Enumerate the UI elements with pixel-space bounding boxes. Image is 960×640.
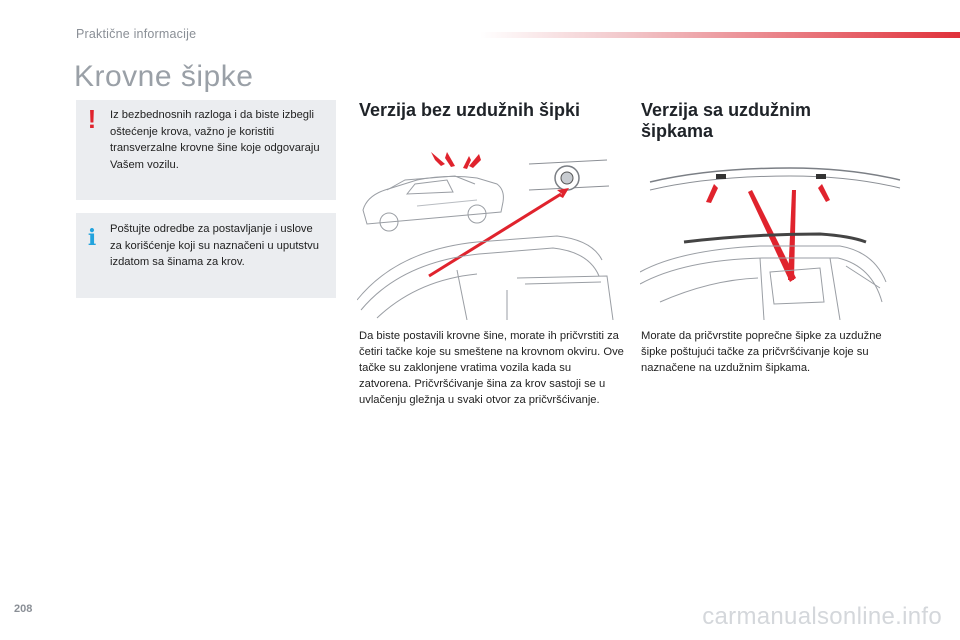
car-roof-fixing-points-illustration bbox=[357, 150, 619, 320]
heading-with-rails: Verzija sa uzdužnim šipkama bbox=[641, 100, 812, 141]
heading-without-rails: Verzija bez uzdužnih šipki bbox=[359, 100, 581, 120]
info-box bbox=[76, 213, 336, 298]
page-number: 208 bbox=[14, 603, 33, 615]
car-with-rails-drawing bbox=[640, 234, 886, 320]
watermark: carmanualsonline.info bbox=[702, 603, 942, 630]
page-title: Krovne šipke bbox=[74, 60, 254, 93]
text-with-rails: Morate da pričvrstite poprečne šipke za uzdužne šipke poštujući tačke za pričvršćivanje koje su naznačene na uzdužnim šipkama. bbox=[641, 330, 882, 374]
rail-closeup bbox=[650, 168, 900, 190]
header-accent-bar bbox=[480, 32, 960, 38]
car-longitudinal-rails-illustration bbox=[640, 162, 902, 320]
info-icon: i bbox=[87, 225, 97, 251]
section-title: Praktične informacije bbox=[76, 27, 197, 41]
fixing-point-closeup bbox=[529, 160, 609, 190]
exclamation-icon: ! bbox=[87, 104, 97, 134]
text-without-rails: Da biste postavili krovne šine, morate ih pričvrstiti za četiri tačke koje su smeštene na krovnom okviru. Ove tačke su zaklonjene vratima vozila kada su zatvorena. Pričvršćivanje šina za krov sastoji se u uvlačenju gležnja u svaki otvor za pričvršćivanje. bbox=[359, 330, 624, 406]
warning-text: Iz bezbednosnih razloga i da biste izbegli oštećenje krova, važno je koristiti transverzalne krovne šine koje odgovaraju Vašem vozilu. bbox=[110, 109, 320, 171]
warning-box bbox=[76, 100, 336, 200]
car-thumbnail bbox=[363, 176, 503, 231]
door-frame-drawing bbox=[357, 236, 613, 320]
info-text: Poštujte odredbe za postavljanje i uslove za korišćenje koji su naznačeni u uputstvu izdatom sa šinama za krov. bbox=[110, 223, 319, 268]
fixing-point-arrows-small bbox=[431, 152, 481, 169]
